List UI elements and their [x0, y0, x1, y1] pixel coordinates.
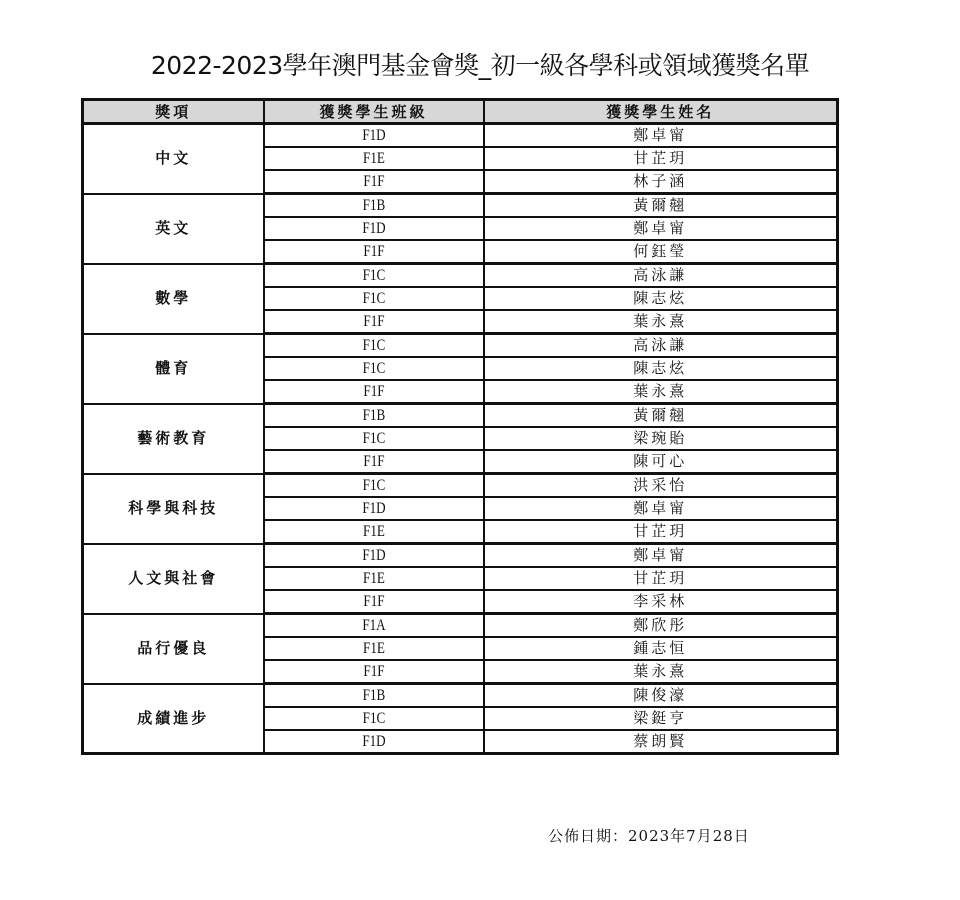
student-class: F1C	[283, 287, 463, 310]
student-name: 黃爾翹	[484, 404, 838, 428]
student-class: F1E	[283, 637, 463, 660]
header-award: 獎項	[83, 100, 264, 124]
award-category: 成績進步	[83, 684, 264, 754]
award-list-table	[81, 98, 839, 755]
student-class: F1C	[283, 707, 463, 730]
student-name: 黃爾翹	[484, 194, 838, 218]
student-class: F1F	[283, 660, 463, 684]
award-category: 藝術教育	[83, 404, 264, 474]
student-name: 陳志炫	[484, 357, 838, 380]
student-class: F1D	[283, 497, 463, 520]
announcement-date: 公佈日期：2023年7月28日	[548, 827, 750, 845]
student-class: F1A	[283, 614, 463, 638]
student-class: F1C	[283, 357, 463, 380]
award-table-body	[83, 124, 838, 754]
student-name: 梁琬貽	[484, 427, 838, 450]
student-class: F1C	[283, 334, 463, 358]
student-name: 高泳謙	[484, 264, 838, 288]
student-name: 鍾志恒	[484, 637, 838, 660]
table-row	[83, 194, 838, 218]
student-name: 鄭卓甯	[484, 217, 838, 240]
table-header-row	[83, 100, 838, 124]
student-name: 陳志炫	[484, 287, 838, 310]
student-class: F1E	[283, 567, 463, 590]
student-class: F1F	[283, 590, 463, 614]
student-class: F1C	[283, 427, 463, 450]
table-row	[83, 684, 838, 708]
student-class: F1D	[283, 124, 463, 148]
student-name: 高泳謙	[484, 334, 838, 358]
student-name: 鄭欣彤	[484, 614, 838, 638]
student-class: F1D	[283, 544, 463, 568]
award-category: 品行優良	[83, 614, 264, 684]
student-class: F1B	[283, 194, 463, 218]
header-class: 獲獎學生班級	[264, 100, 484, 124]
student-class: F1F	[283, 170, 463, 194]
award-category: 英文	[83, 194, 264, 264]
student-class: F1F	[283, 310, 463, 334]
student-class: F1B	[283, 404, 463, 428]
award-category: 體育	[83, 334, 264, 404]
award-category: 數學	[83, 264, 264, 334]
award-category: 科學與科技	[83, 474, 264, 544]
student-class: F1B	[283, 684, 463, 708]
student-class: F1D	[283, 730, 463, 754]
student-class: F1F	[283, 450, 463, 474]
student-name: 李采林	[484, 590, 838, 614]
student-name: 鄭卓甯	[484, 497, 838, 520]
student-name: 何鈺瑩	[484, 240, 838, 264]
student-class: F1E	[283, 520, 463, 544]
student-name: 甘芷玥	[484, 567, 838, 590]
student-name: 洪采怡	[484, 474, 838, 498]
student-name: 蔡朗賢	[484, 730, 838, 754]
student-name: 梁鋌亨	[484, 707, 838, 730]
student-class: F1C	[283, 474, 463, 498]
student-name: 鄭卓甯	[484, 124, 838, 148]
student-name: 葉永熹	[484, 310, 838, 334]
student-name: 葉永熹	[484, 380, 838, 404]
student-name: 鄭卓甯	[484, 544, 838, 568]
table-row	[83, 334, 838, 358]
student-class: F1F	[283, 240, 463, 264]
document-title: 2022-2023學年澳門基金會獎_初一級各學科或領域獲獎名單	[150, 51, 810, 80]
table-row	[83, 264, 838, 288]
table-row	[83, 544, 838, 568]
table-row	[83, 474, 838, 498]
table-row	[83, 404, 838, 428]
student-class: F1C	[283, 264, 463, 288]
header-student-name: 獲獎學生姓名	[484, 100, 838, 124]
award-category: 人文與社會	[83, 544, 264, 614]
student-name: 林子涵	[484, 170, 838, 194]
table-row	[83, 124, 838, 148]
table-row	[83, 614, 838, 638]
student-name: 甘芷玥	[484, 520, 838, 544]
student-name: 陳俊濠	[484, 684, 838, 708]
student-class: F1E	[283, 147, 463, 170]
student-class: F1D	[283, 217, 463, 240]
student-name: 陳可心	[484, 450, 838, 474]
student-name: 葉永熹	[484, 660, 838, 684]
award-category: 中文	[83, 124, 264, 194]
student-name: 甘芷玥	[484, 147, 838, 170]
student-class: F1F	[283, 380, 463, 404]
